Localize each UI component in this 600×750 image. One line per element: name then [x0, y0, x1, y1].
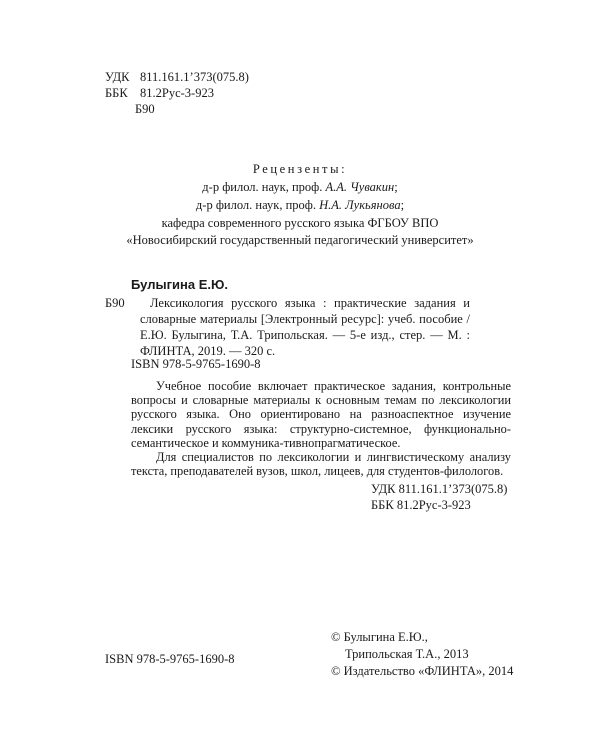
reviewer-dept-line2: «Новосибирский государственный педагогический университет»: [126, 233, 474, 247]
reviewer-1-name: А.А. Чувакин: [325, 180, 395, 194]
reviewers-title: Рецензенты:: [252, 162, 348, 176]
annotation: [131, 379, 511, 478]
reviewer-2-name: Н.А. Лукьянова: [319, 198, 401, 212]
reviewer-1-prefix: д-р филол. наук, проф.: [202, 180, 326, 194]
bbk-label: ББК: [105, 86, 128, 100]
author-mark: Б90: [105, 296, 125, 310]
footer-udk: УДК 811.161.1’373(075.8): [371, 482, 508, 496]
copyright-line-1-cont: Трипольская Т.А., 2013: [345, 647, 469, 661]
udk-label: УДК: [105, 70, 130, 84]
reviewer-dept-line1: кафедра современного русского языка ФГБОУ ВПО: [161, 216, 439, 230]
bbk-code: [105, 86, 214, 101]
annotation-paragraph-2: Для специалистов по лексикологии и лингвистическому анализу текста, преподавателей вузов, школ, лицеев, для студентов-филологов.: [131, 450, 511, 479]
author-mark-top: Б90: [135, 102, 155, 116]
author-heading: Булыгина Е.Ю.: [131, 277, 228, 292]
reviewer-1-suffix: ;: [394, 180, 398, 194]
reviewer-2-suffix: ;: [400, 198, 405, 212]
bibliographic-text: Лексикология русского языка : практические задания и словарные материалы [Электронный ресурс]: учеб. пособие / Е.Ю. Булыгина, Т.А. Трипольская. — 5-е изд., стер. — М. : ФЛИНТА, 2019. — 320 с.: [140, 296, 470, 358]
copyright-authors: [331, 629, 513, 680]
copyright-line-2: © Издательство «ФЛИНТА», 2014: [331, 664, 514, 678]
udk-value: 811.161.1’373(075.8): [140, 70, 249, 84]
footer-bbk: ББК 81.2Рус-3-923: [371, 498, 471, 512]
udk-code: [105, 70, 249, 85]
bottom-isbn: ISBN 978-5-9765-1690-8: [105, 652, 235, 666]
reviewer-2-prefix: д-р филол. наук, проф.: [195, 198, 320, 212]
annotation-paragraph-1: Учебное пособие включает практическое задания, контрольные вопросы и словарные материалы к основным темам по лексикологии русского языка. Оно ориентировано на разноаспектное изучение лексики русского языка: структурно-системное, функционально-семантическое и коммуника-тивнопрагматическое.: [131, 379, 511, 450]
reviewer-1: [0, 180, 600, 195]
reviewer-2: [0, 198, 600, 213]
bbk-value: 81.2Рус-3-923: [140, 86, 214, 100]
isbn-line: ISBN 978-5-9765-1690-8: [131, 357, 261, 371]
bibliographic-description: [140, 295, 470, 359]
copyright-line-1: © Булыгина Е.Ю.,: [331, 630, 428, 644]
